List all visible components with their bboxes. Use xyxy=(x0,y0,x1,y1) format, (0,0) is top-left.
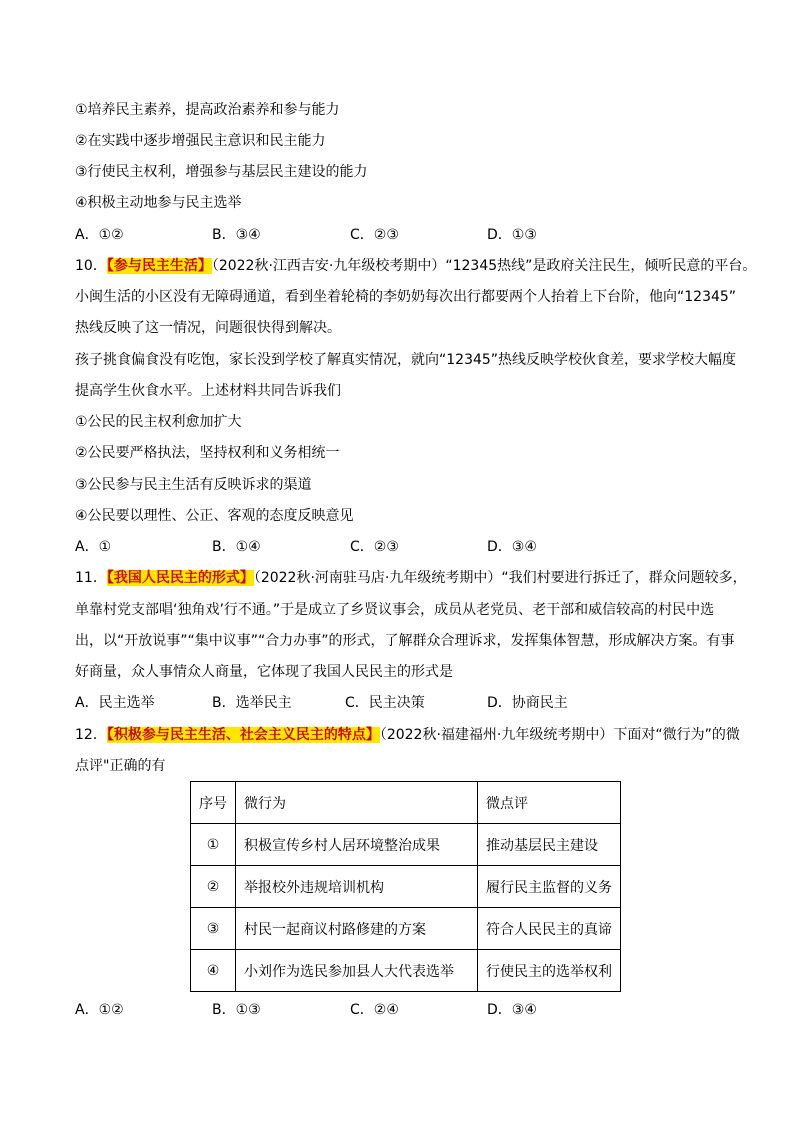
table-cell: ③ xyxy=(191,908,236,950)
q11-option-c: C．民主决策 xyxy=(345,695,425,711)
q11-stem-line-2: 单靠村党支部唱‘独角戏’行不通。”于是成立了乡贤议事会，成员从老党员、老干部和威信较高的村民中选 xyxy=(75,602,715,618)
q11-option-d: D．协商民主 xyxy=(487,695,568,711)
q10-statement-4: ④公民要以理性、公正、客观的态度反映意见 xyxy=(75,508,354,524)
q10-option-c: C．②③ xyxy=(350,539,399,555)
table-row xyxy=(191,908,621,950)
q9-statement-4: ④积极主动地参与民主选举 xyxy=(75,195,242,211)
q12-option-b: B．①③ xyxy=(212,1002,261,1018)
q10-topic-tag: 【参与民主生活】 xyxy=(106,258,212,274)
q9-options xyxy=(75,225,675,245)
q9-statement-1: ①培养民主素养，提高政治素养和参与能力 xyxy=(75,102,340,118)
q11-number: 11． xyxy=(75,570,107,586)
q12-number: 12． xyxy=(75,727,107,743)
table-header-cell: 微点评 xyxy=(478,782,621,824)
table-cell: 履行民主监督的义务 xyxy=(478,866,621,908)
q11-option-b: B．选举民主 xyxy=(212,695,292,711)
q10-statement-1: ①公民的民主权利愈加扩大 xyxy=(75,414,242,430)
q11-stem-line-3: 出，以“开放说事”“集中议事”“合力办事”的形式，了解群众合理诉求，发挥集体智慧，形成解决方案。有事 xyxy=(75,633,735,649)
q11-topic-tag: 【我国人民民主的形式】 xyxy=(106,570,254,586)
table-cell: 举报校外违规培训机构 xyxy=(236,866,478,908)
q10-option-a: A．① xyxy=(75,539,112,555)
table-cell: 行使民主的选举权利 xyxy=(478,950,621,992)
q10-option-d: D．③④ xyxy=(487,539,537,555)
q12-stem-line-2: 点评"正确的有 xyxy=(75,758,166,774)
q12-option-d: D．③④ xyxy=(487,1002,537,1018)
q10-number: 10． xyxy=(75,258,107,274)
q10-stem-line-2: 小闽生活的小区没有无障碍通道，看到坐着轮椅的李奶奶每次出行都要两个人抬着上下台阶，他向“12345” xyxy=(75,289,737,305)
table-header-cell: 序号 xyxy=(191,782,236,824)
table-row xyxy=(191,950,621,992)
table-cell: 符合人民民主的真谛 xyxy=(478,908,621,950)
micro-behavior-table xyxy=(190,781,621,992)
table-header-cell: 微行为 xyxy=(236,782,478,824)
q10-statement-2: ②公民要严格执法，坚持权利和义务相统一 xyxy=(75,445,340,461)
q10-options xyxy=(75,537,675,557)
q12-stem-text-1: （2022秋·福建福州·九年级统考期中）下面对“微行为”的微 xyxy=(379,727,740,743)
q11-option-a: A．民主选举 xyxy=(75,695,155,711)
q10-stem-line-3: 热线反映了这一情况，问题很快得到解决。 xyxy=(75,320,341,336)
q12-option-c: C．②④ xyxy=(350,1002,399,1018)
table-row xyxy=(191,824,621,866)
q9-statement-3: ③行使民主权利，增强参与基层民主建设的能力 xyxy=(75,164,368,180)
q10-stem-line-4: 孩子挑食偏食没有吃饱，家长没到学校了解真实情况，就向“12345”热线反映学校伙食差，要求学校大幅度 xyxy=(75,352,737,368)
table-cell: 积极宣传乡村人居环境整治成果 xyxy=(236,824,478,866)
table-cell: ① xyxy=(191,824,236,866)
table-cell: ② xyxy=(191,866,236,908)
table-cell: 村民一起商议村路修建的方案 xyxy=(236,908,478,950)
q11-stem-text-1: （2022秋·河南驻马店·九年级统考期中）“我们村要进行拆迁了，群众问题较多， xyxy=(253,570,747,586)
q9-option-d: D．①③ xyxy=(487,227,537,243)
q12-options xyxy=(75,1000,675,1020)
q10-stem-line-1 xyxy=(75,256,756,276)
q12-option-a: A．①② xyxy=(75,1002,124,1018)
q10-stem-text-1: （2022秋·江西吉安·九年级校考期中）“12345热线”是政府关注民生，倾听民意的平台。 xyxy=(211,258,757,274)
q9-option-c: C．②③ xyxy=(350,227,399,243)
table-header-row xyxy=(191,782,621,824)
q9-option-b: B．③④ xyxy=(212,227,261,243)
q11-stem-line-4: 好商量，众人事情众人商量，它体现了我国人民民主的形式是 xyxy=(75,664,453,680)
table-cell: 推动基层民主建设 xyxy=(478,824,621,866)
q9-statement-2: ②在实践中逐步增强民主意识和民主能力 xyxy=(75,133,326,149)
q11-options xyxy=(75,693,675,713)
table-cell: 小刘作为选民参加县人大代表选举 xyxy=(236,950,478,992)
q12-topic-tag: 【积极参与民主生活、社会主义民主的特点】 xyxy=(106,727,380,743)
table-row xyxy=(191,866,621,908)
q10-statement-3: ③公民参与民主生活有反映诉求的渠道 xyxy=(75,477,312,493)
q9-option-a: A．①② xyxy=(75,227,124,243)
q11-stem-line-1 xyxy=(75,568,747,588)
q10-option-b: B．①④ xyxy=(212,539,261,555)
q10-stem-line-5: 提高学生伙食水平。上述材料共同告诉我们 xyxy=(75,383,341,399)
table-cell: ④ xyxy=(191,950,236,992)
q12-stem-line-1 xyxy=(75,725,740,745)
